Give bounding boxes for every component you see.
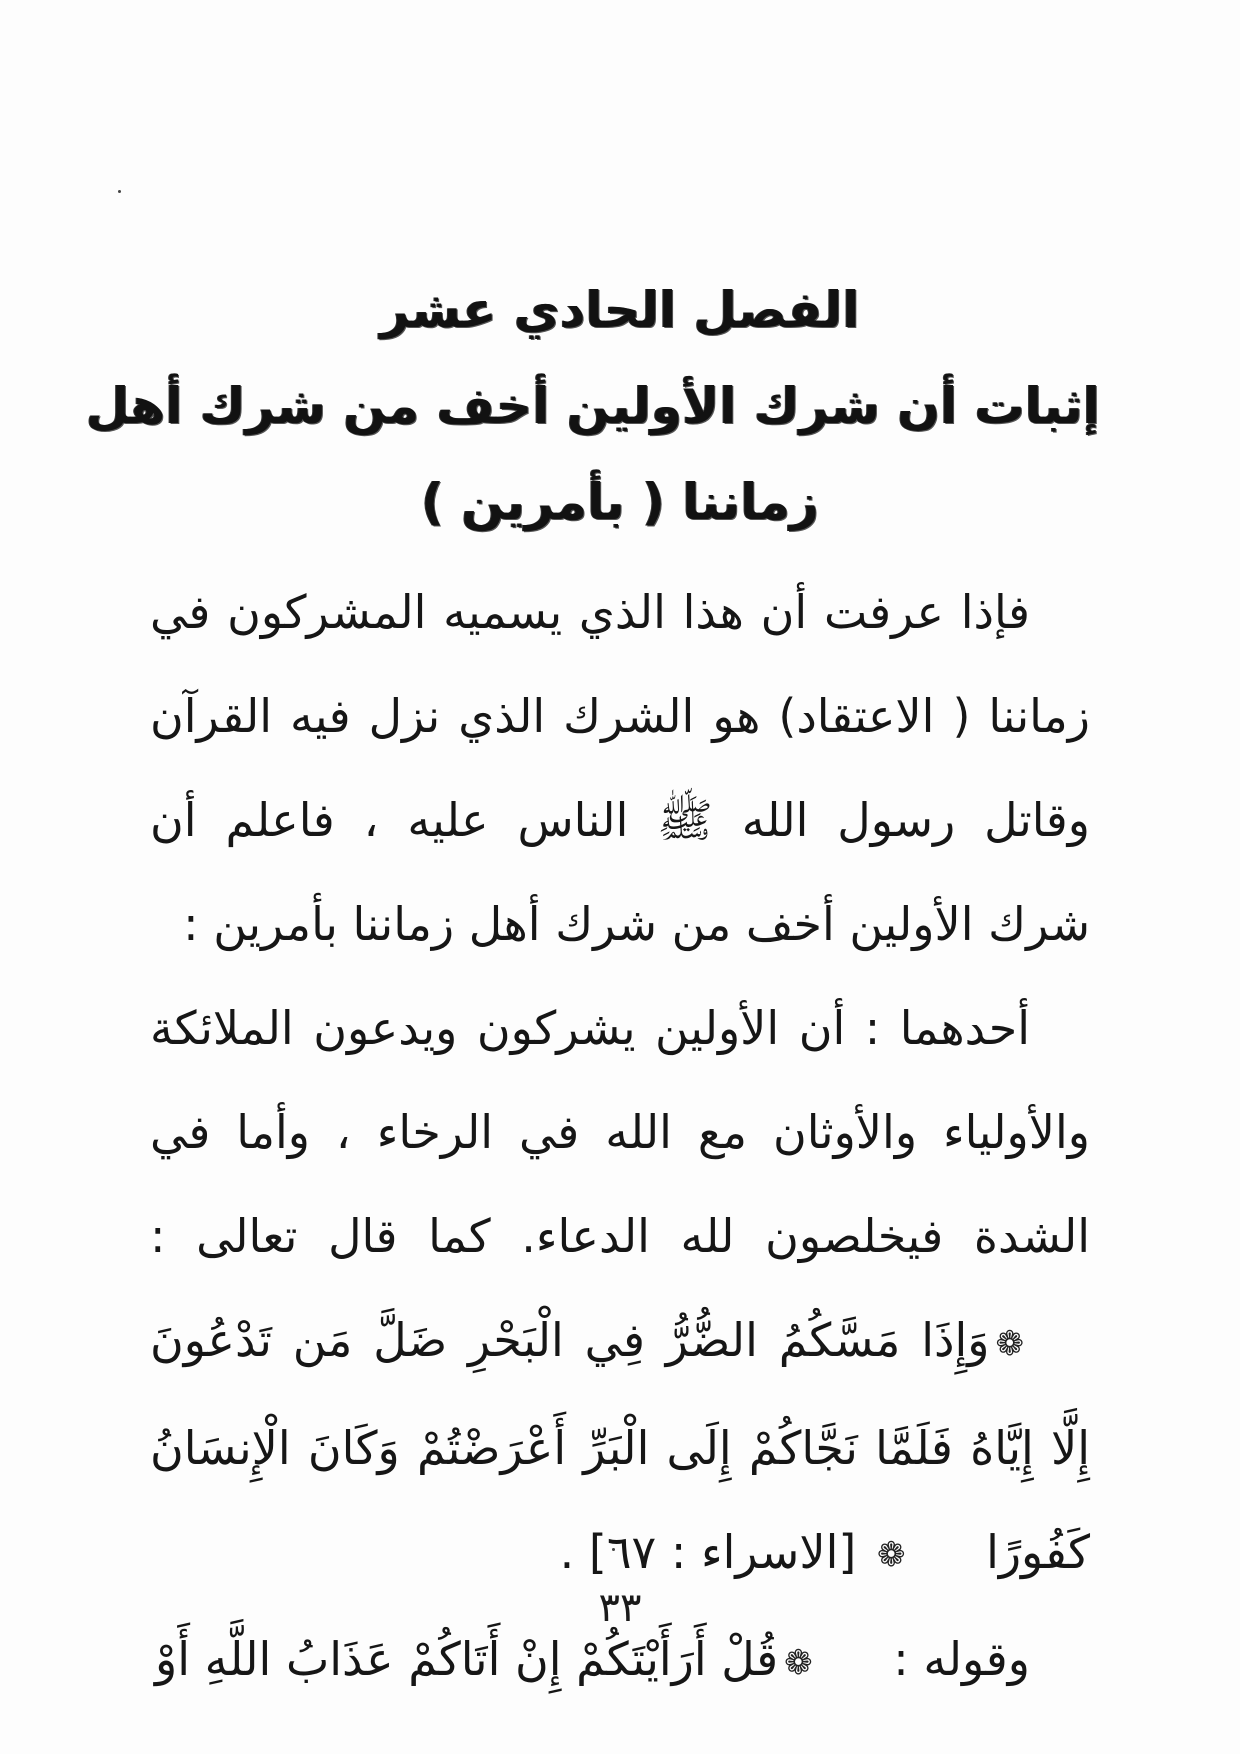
scan-speck xyxy=(118,190,121,193)
verse-lead-text: وقوله : xyxy=(893,1632,1030,1686)
chapter-subtitle-line-2: زماننا ( بأمرين ) xyxy=(421,473,819,531)
paragraph-intro: فإذا عرفت أن هذا الذي يسميه المشركون في زماننا ( الاعتقاد) هو الشرك الذي نزل فيه القرآن وقاتل رسول الله ﷺ الناس عليه ، فاعلم أن شرك الأولين أخف من شرك أهل زماننا بأمرين : xyxy=(150,585,1090,951)
paragraph-first-matter-text: أحدهما : أن الأولين يشركون ويدعون الملائكة والأولياء والأوثان مع الله في الرخاء ، وأما في الشدة فيخلصون لله الدعاء. كما قال تعالى : xyxy=(150,1001,1090,1263)
quran-verse-isra-67: وَإِذَا مَسَّكُمُ الضُّرُّ فِي الْبَحْرِ ضَلَّ مَن تَدْعُونَ إِلَّا إِيَّاهُ فَلَمَّا نَجَّاكُمْ إِلَى الْبَرِّ أَعْرَضْتُمْ وَكَانَ الْإِنسَانُ كَفُورًا xyxy=(150,1313,1090,1579)
verse-open-ornament-icon: ❁ xyxy=(784,1642,813,1683)
chapter-title: الفصل الحادي عشر xyxy=(380,281,860,339)
verse-close-ornament-icon: ❁ xyxy=(876,1535,906,1575)
chapter-heading xyxy=(86,262,1100,550)
verse-reference: [الاسراء : ٦٧] . xyxy=(559,1524,857,1579)
paragraph-first-matter xyxy=(150,976,1090,1607)
quran-verse-anam: قُلْ أَرَأَيْتَكُمْ إِنْ أَتَاكُمْ عَذَابُ اللَّهِ أَوْ xyxy=(155,1632,779,1686)
chapter-subtitle-line-1: إثبات أن شرك الأولين أخف من شرك أهل xyxy=(86,377,1100,435)
body-text xyxy=(150,560,1090,1715)
verse-open-ornament-icon: ❁ xyxy=(995,1323,1024,1364)
page-number: ٣٣ xyxy=(598,1585,642,1631)
